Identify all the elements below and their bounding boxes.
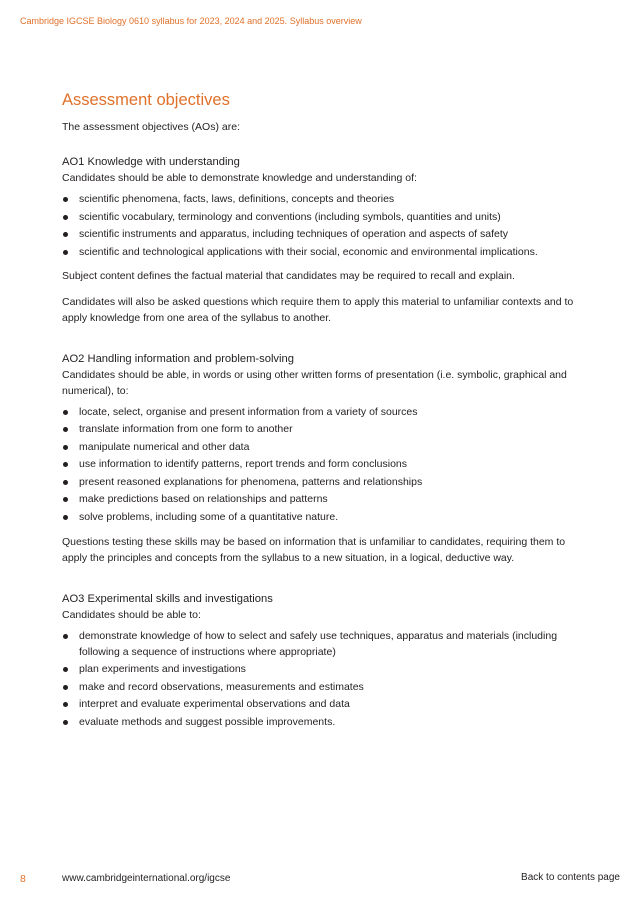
list-item: manipulate numerical and other data xyxy=(62,439,592,455)
bullet-icon xyxy=(63,515,68,520)
list-item: locate, select, organise and present information from a variety of sources xyxy=(62,404,592,420)
ao1-paragraph-1: Subject content defines the factual material that candidates may be required to recall and explain. xyxy=(62,269,515,282)
list-item: plan experiments and investigations xyxy=(62,661,592,677)
bullet-icon xyxy=(63,497,68,502)
header-section: Syllabus overview xyxy=(289,16,362,26)
bullet-icon xyxy=(63,702,68,707)
ao1-description: Candidates should be able to demonstrate knowledge and understanding of: xyxy=(62,172,417,184)
list-item: scientific phenomena, facts, laws, definitions, concepts and theories xyxy=(62,191,592,207)
bullet-icon xyxy=(63,720,68,725)
main-content xyxy=(62,90,592,736)
back-to-contents-link[interactable]: Back to contents page xyxy=(521,872,620,883)
bullet-icon xyxy=(63,634,68,639)
list-item: present reasoned explanations for phenomena, patterns and relationships xyxy=(62,474,592,490)
list-item: use information to identify patterns, report trends and form conclusions xyxy=(62,456,592,472)
bullet-icon xyxy=(63,427,68,432)
list-item: solve problems, including some of a quantitative nature. xyxy=(62,509,592,525)
ao3-heading: AO3 Experimental skills and investigations xyxy=(62,592,273,605)
list-item: scientific instruments and apparatus, including techniques of operation and aspects of safety xyxy=(62,226,592,242)
ao1-list xyxy=(62,191,592,260)
bullet-icon xyxy=(63,197,68,202)
bullet-icon xyxy=(63,410,68,415)
bullet-icon xyxy=(63,445,68,450)
ao2-paragraph-1: Questions testing these skills may be based on information that is unfamiliar to candidates, requiring them to apply the principles and concepts from the syllabus to a new situation, in a logical, deductive way. xyxy=(62,535,566,564)
list-item: make predictions based on relationships and patterns xyxy=(62,491,592,507)
ao3-description: Candidates should be able to: xyxy=(62,608,201,621)
list-item: translate information from one form to another xyxy=(62,421,592,437)
list-item: scientific vocabulary, terminology and conventions (including symbols, quantities and units) xyxy=(62,209,592,225)
running-header xyxy=(20,16,362,26)
list-item: evaluate methods and suggest possible improvements. xyxy=(62,714,592,730)
ao1-heading: AO1 Knowledge with understanding xyxy=(62,156,240,168)
bullet-icon xyxy=(63,462,68,467)
list-item: scientific and technological applications with their social, economic and environmental implications. xyxy=(62,244,592,260)
bullet-icon xyxy=(63,215,68,220)
ao3-list xyxy=(62,628,592,730)
page-number: 8 xyxy=(20,873,26,885)
bullet-icon xyxy=(63,480,68,485)
header-title: Cambridge IGCSE Biology 0610 syllabus for 2023, 2024 and 2025. xyxy=(20,16,288,26)
ao1-paragraph-2: Candidates will also be asked questions which require them to apply this material to unfamiliar contexts and to apply knowledge from one area of the syllabus to another. xyxy=(62,295,574,324)
list-item: interpret and evaluate experimental observations and data xyxy=(62,696,592,712)
bullet-icon xyxy=(63,250,68,255)
list-item: make and record observations, measurements and estimates xyxy=(62,679,592,695)
page-heading: Assessment objectives xyxy=(62,91,230,109)
ao2-description: Candidates should be able, in words or using other written forms of presentation (i.e. symbolic, graphical and numerical), to: xyxy=(62,368,567,397)
ao2-heading: AO2 Handling information and problem-solving xyxy=(62,352,294,365)
bullet-icon xyxy=(63,232,68,237)
bullet-icon xyxy=(63,685,68,690)
ao2-list xyxy=(62,404,592,525)
bullet-icon xyxy=(63,667,68,672)
list-item: demonstrate knowledge of how to select and safely use techniques, apparatus and materials (including following a sequence of instructions where appropriate) xyxy=(62,628,592,660)
website-link[interactable]: www.cambridgeinternational.org/igcse xyxy=(62,873,231,884)
intro-text: The assessment objectives (AOs) are: xyxy=(62,121,240,133)
